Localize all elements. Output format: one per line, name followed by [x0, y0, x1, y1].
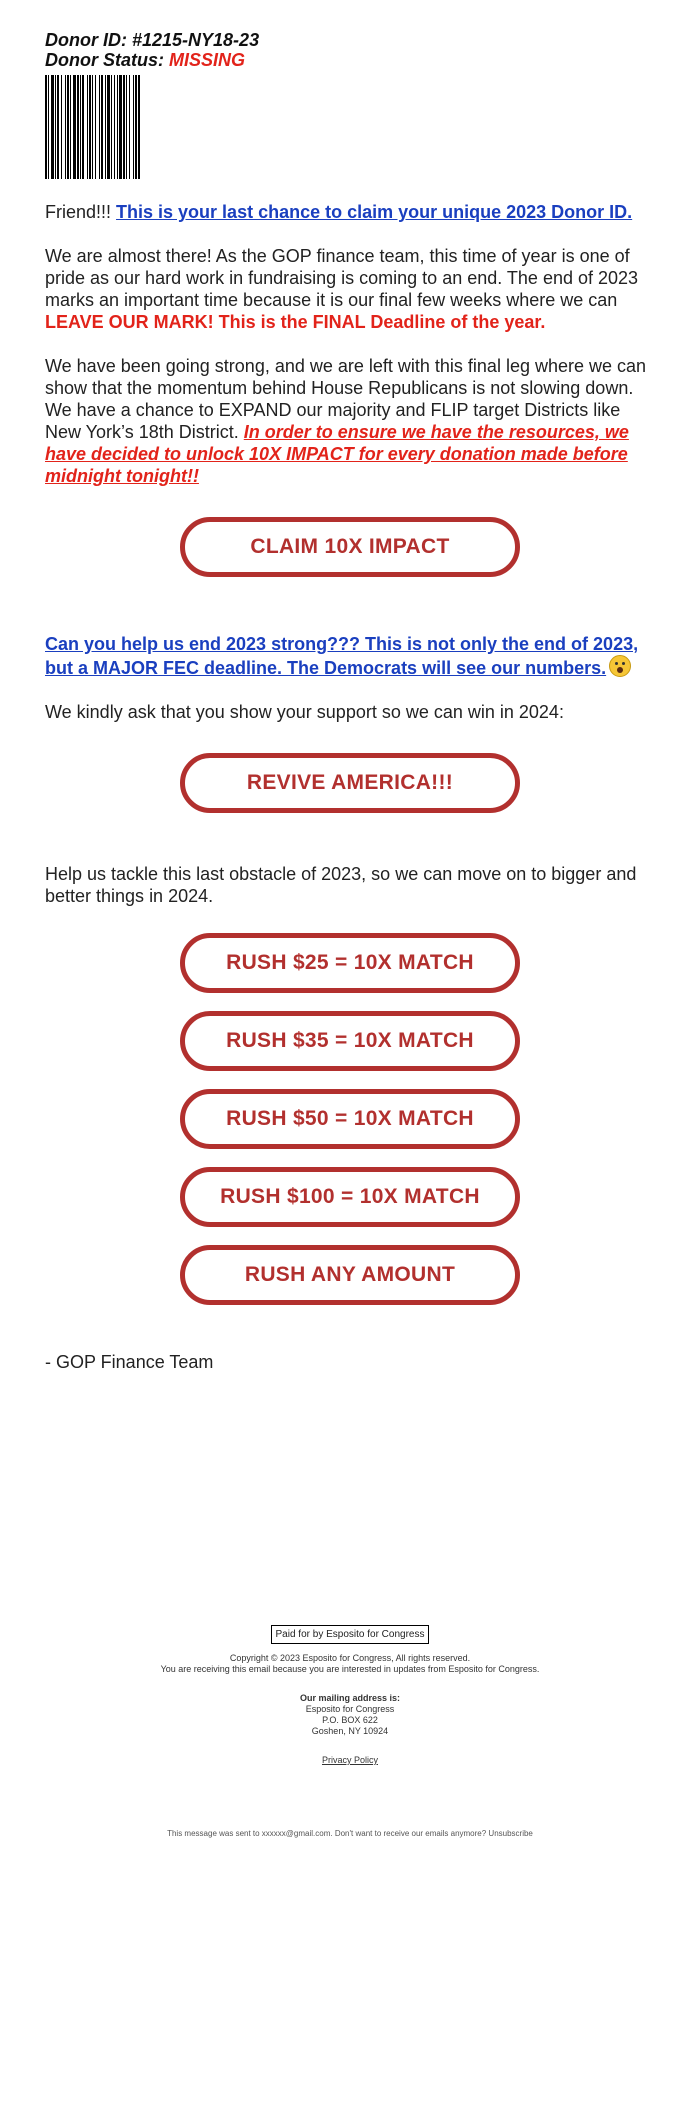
barcode-image — [45, 75, 245, 179]
rush-100-button[interactable]: RUSH $100 = 10X MATCH — [180, 1167, 520, 1227]
footer — [0, 1625, 700, 1839]
rush-any-amount-button[interactable]: RUSH ANY AMOUNT — [180, 1245, 520, 1305]
donor-id: Donor ID: #1215-NY18-23 — [45, 30, 260, 50]
donor-status — [45, 50, 655, 70]
email-body — [45, 30, 655, 1373]
claim-donor-id-link[interactable]: This is your last chance to claim your unique 2023 Donor ID. — [116, 202, 633, 222]
paragraph-1-emphasis: LEAVE OUR MARK! This is the FINAL Deadline of the year. — [45, 312, 546, 332]
paragraph-2-emphasis-link[interactable]: In order to ensure we have the resources, we have decided to unlock 10X IMPACT for every donation made before midnight tonight!! — [45, 422, 629, 486]
screaming-face-emoji-icon — [609, 655, 631, 677]
paragraph-4: We kindly ask that you show your support so we can win in 2024: — [45, 702, 564, 722]
address-line-3: Goshen, NY 10924 — [311, 1726, 389, 1736]
address-line-1: Esposito for Congress — [305, 1704, 395, 1714]
fec-deadline-link[interactable]: Can you help us end 2023 strong??? This is not only the end of 2023, but a MAJOR FEC deadline. The Democrats will see our numbers. — [45, 634, 639, 678]
receiving-reason: You are receiving this email because you are interested in updates from Esposito for Congress. — [160, 1664, 540, 1674]
paragraph-2 — [45, 355, 655, 487]
unsubscribe-line[interactable]: This message was sent to xxxxxx@gmail.com. Don't want to receive our emails anymore? Unsubscribe — [167, 1829, 533, 1838]
paragraph-2-text: We have been going strong, and we are left with this final leg where we can show that the momentum behind House Republicans is not slowing down. We have a chance to EXPAND our majority and FLIP target Districts like New York’s 18th District. — [45, 356, 647, 442]
privacy-policy-link[interactable]: Privacy Policy — [321, 1755, 378, 1765]
paid-for-box: Paid for by Esposito for Congress — [271, 1625, 430, 1644]
address-line-2: P.O. BOX 622 — [322, 1715, 378, 1725]
paragraph-3 — [45, 633, 655, 679]
paragraph-1-text: We are almost there! As the GOP finance team, this time of year is one of pride as our hard work in fundraising is coming to an end. The end of 2023 marks an important time because it is our final few weeks where we can — [45, 246, 639, 310]
intro-paragraph — [45, 201, 655, 223]
revive-america-button[interactable]: REVIVE AMERICA!!! — [180, 753, 520, 813]
copyright: Copyright © 2023 Esposito for Congress, All rights reserved. — [229, 1653, 471, 1663]
rush-50-button[interactable]: RUSH $50 = 10X MATCH — [180, 1089, 520, 1149]
paragraph-5: Help us tackle this last obstacle of 2023, so we can move on to bigger and better things in 2024. — [45, 864, 637, 906]
signoff: - GOP Finance Team — [45, 1352, 214, 1372]
donor-status-value: MISSING — [169, 50, 246, 70]
rush-25-button[interactable]: RUSH $25 = 10X MATCH — [180, 933, 520, 993]
rush-35-button[interactable]: RUSH $35 = 10X MATCH — [180, 1011, 520, 1071]
barcode-bar — [140, 75, 141, 179]
greeting: Friend!!! — [45, 202, 117, 222]
claim-10x-impact-button[interactable]: CLAIM 10X IMPACT — [180, 517, 520, 577]
mailing-address-label: Our mailing address is: — [299, 1693, 401, 1703]
paragraph-1 — [45, 245, 655, 333]
donor-status-label: Donor Status: — [45, 50, 169, 70]
